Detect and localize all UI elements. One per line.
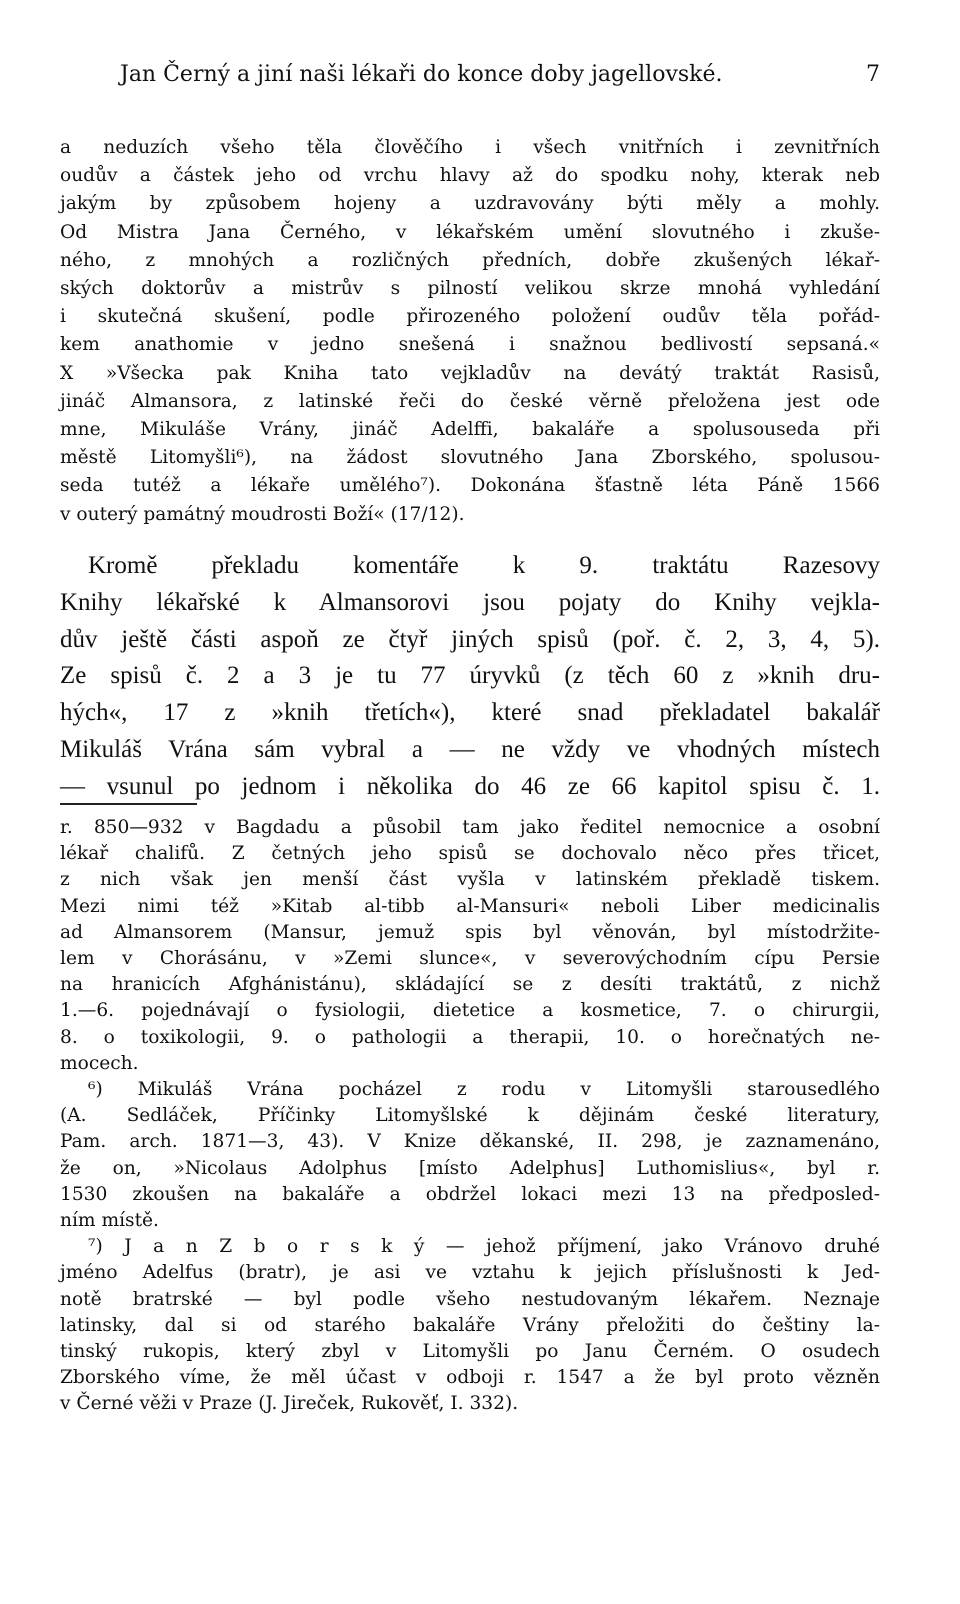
text-line: X »Všecka pak Kniha tato vejkladův na devátý traktát Rasisů, <box>60 362 880 384</box>
footnote-line: 8. o toxikologii, 9. o pathologii a therapii, 10. o horečnatých ne- <box>60 1026 880 1048</box>
text-line: Mikuláš Vrána sám vybral a — ne vždy ve vhodných místech <box>60 735 880 763</box>
footnote-line: ⁷) J a n Z b o r s k ý — jehož příjmení, jako Vránovo druhé <box>88 1236 880 1258</box>
text-line: kem anathomie v jedno snešená i snažnou bedlivostí sepsaná.« <box>60 334 880 356</box>
footnote-line: Mezi nimi též »Kitab al-tibb al-Mansuri« neboli Liber medicinalis <box>60 895 880 917</box>
text-line: Kromě překladu komentáře k 9. traktátu Razesovy <box>88 552 880 579</box>
running-header <box>120 62 880 102</box>
footnote-line: 1530 zkoušen na bakaláře a obdržel lokaci mezi 13 na předposled- <box>60 1183 880 1205</box>
footnote-line: lem v Chorásánu, v »Zemi slunce«, v severovýchodním cípu Persie <box>60 948 880 970</box>
footnote-line: ⁶) Mikuláš Vrána pocházel z rodu v Litomyšli starousedlého <box>88 1079 880 1101</box>
text-line: Od Mistra Jana Černého, v lékařském umění slovutného i zkuše- <box>60 221 880 243</box>
footnotes <box>60 815 880 1418</box>
text-line: ských doktorův a mistrův s pilností velikou skrze mnohá vyhledání <box>60 278 880 300</box>
footnote-7 <box>60 1234 880 1417</box>
page-number: 7 <box>866 62 880 87</box>
text-line: dův ještě části aspoň ze čtyř jiných spisů (poř. č. 2, 3, 4, 5). <box>60 625 880 653</box>
text-line: hých«, 17 z »knih třetích«), které snad překladatel bakalář <box>60 699 880 727</box>
text-line: seda tutéž a lékaře umělého⁷). Dokonána šťastně léta Páně 1566 <box>60 475 880 497</box>
footnote-line: že on, »Nicolaus Adolphus [místo Adelphus] Luthomislius«, byl r. <box>60 1157 880 1179</box>
text-line: i skutečná skušení, podle přirozeného položení oudův těla pořád- <box>60 306 880 328</box>
footnote-line: jméno Adelfus (bratr), je asi ve vztahu k jejich příslušnosti k Jed- <box>60 1262 880 1284</box>
text-line: oudův a částek jeho od vrchu hlavy až do spodku nohy, kterak neb <box>60 165 880 187</box>
footnote-line: ním místě. <box>60 1210 159 1232</box>
footnote-line: tinský rukopis, který zbyl v Litomyšli po Janu Černém. O osudech <box>60 1341 880 1363</box>
footnote-line: v Černé věži v Praze (J. Jireček, Rukověť, I. 332). <box>60 1393 519 1415</box>
footnote-line: r. 850—932 v Bagdadu a působil tam jako ředitel nemocnice a osobní <box>60 817 880 838</box>
text-line: Knihy lékařské k Almansorovi jsou pojaty do Knihy vejkla- <box>60 588 880 616</box>
footnote-line: ad Almansorem (Mansur, jemuž spis byl věnován, byl místodržite- <box>60 921 880 943</box>
footnote-line: lékař chalifů. Z četných jeho spisů se dochovalo něco přes třicet, <box>60 843 880 865</box>
footnote-line: z nich však jen menší část vyšla v latinském překladě tiskem. <box>60 869 880 891</box>
text-line: Ze spisů č. 2 a 3 je tu 77 úryvků (z těch 60 z »knih dru- <box>60 662 880 690</box>
main-text-paragraph-2 <box>60 548 880 806</box>
footnote-line: na hranicích Afghánistánu), skládající se z desíti traktátů, z nichž <box>60 974 880 996</box>
footnote-continued <box>60 815 880 1077</box>
text-line: ného, z mnohých a rozličných předních, dobře zkušených lékař- <box>60 249 880 271</box>
footnote-line: (A. Sedláček, Příčinky Litomyšlské k dějinám české literatury, <box>60 1105 880 1127</box>
footnote-line: latinsky, dal si od starého bakaláře Vrány přeložiti do češtiny la- <box>60 1314 880 1336</box>
footnote-line: Zborského víme, že měl účast v odboji r. 1547 a že byl proto vězněn <box>60 1367 880 1389</box>
footnote-separator <box>60 803 197 805</box>
running-title: Jan Černý a jiní naši lékaři do konce doby jagellovské. <box>120 62 723 87</box>
footnote-6 <box>60 1077 880 1234</box>
text-line: mne, Mikuláše Vrány, jináč Adelffi, bakaláře a spolusouseda při <box>60 419 880 441</box>
text-line: — vsunul po jednom i několika do 46 ze 66 kapitol spisu č. 1. <box>60 772 880 800</box>
footnote-line: mocech. <box>60 1052 139 1074</box>
text-line: jináč Almansora, z latinské řeči do české věrně přeložena jest ode <box>60 390 880 412</box>
footnote-line: 1.—6. pojednávají o fysiologii, dietetice a kosmetice, 7. o chirurgii, <box>60 1000 880 1022</box>
main-text-paragraph-1 <box>60 134 880 529</box>
text-line: městě Litomyšli⁶), na žádost slovutného Jana Zborského, spolusou- <box>60 447 880 469</box>
text-line: a neduzích všeho těla člověčího i všech vnitřních i zevnitřních <box>60 137 880 158</box>
footnote-line: notě bratrské — byl podle všeho nestudovaným lékařem. Neznaje <box>60 1288 880 1310</box>
footnote-line: Pam. arch. 1871—3, 43). V Knize děkanské, II. 298, je zaznamenáno, <box>60 1131 880 1153</box>
text-line: v outerý památný moudrosti Boží« (17/12). <box>60 503 465 525</box>
text-line: jakým by způsobem hojeny a uzdravovány býti měly a mohly. <box>60 193 880 215</box>
